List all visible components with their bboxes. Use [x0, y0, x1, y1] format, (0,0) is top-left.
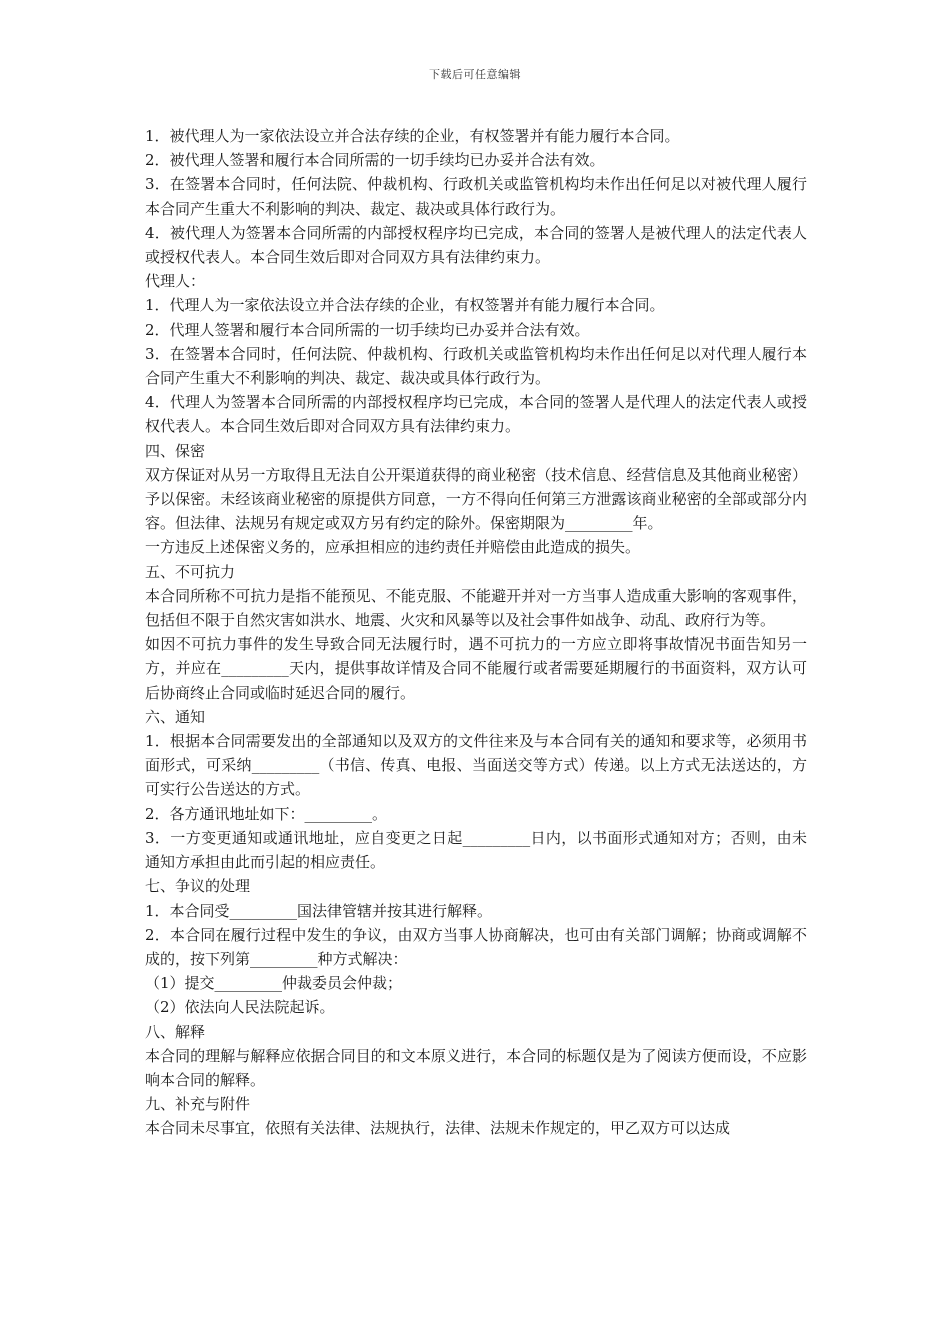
confidentiality-breach-paragraph: 一方违反上述保密义务的，应承担相应的违约责任并赔偿由此造成的损失。: [145, 538, 641, 557]
agent-heading: 代理人：: [145, 272, 206, 291]
notice-clause-3: 3．一方变更通知或通讯地址，应自变更之日起_________日内，以书面形式通知对方；否则，由未通知方承担由此而引起的相应责任。: [145, 828, 807, 872]
section-heading-force-majeure: 五、不可抗力: [145, 562, 236, 581]
document-body: [145, 124, 807, 1141]
notice-clause-2: 2．各方通讯地址如下：_________。: [145, 804, 388, 823]
section-heading-notice: 六、通知: [145, 707, 206, 726]
dispute-clause-2: 2．本合同在履行过程中发生的争议，由双方当事人协商解决，也可由有关部门调解；协商或调解不成的，按下列第_________种方式解决：: [145, 925, 807, 968]
force-majeure-definition: 本合同所称不可抗力是指不能预见、不能克服、不能避开并对一方当事人造成重大影响的客观事件，包括但不限于自然灾害如洪水、地震、火灾和风暴等以及社会事件如战争、动乱、政府行为等。: [145, 586, 807, 630]
clause-principal-3: 3．在签署本合同时，任何法院、仲裁机构、行政机关或监管机构均未作出任何足以对被代理人履行本合同产生重大不利影响的判决、裁定、裁决或具体行政行为。: [145, 175, 807, 218]
clause-agent-2: 2．代理人签署和履行本合同所需的一切手续均已办妥并合法有效。: [145, 320, 590, 339]
clause-agent-1: 1．代理人为一家依法设立并合法存续的企业，有权签署并有能力履行本合同。: [145, 296, 665, 315]
clause-agent-3: 3．在签署本合同时，任何法院、仲裁机构、行政机关或监管机构均未作出任何足以对代理人履行本合同产生重大不利影响的判决、裁定、裁决或具体行政行为。: [145, 344, 807, 388]
force-majeure-procedure: 如因不可抗力事件的发生导致合同无法履行时，遇不可抗力的一方应立即将事故情况书面告知另一方，并应在_________天内，提供事故详情及合同不能履行或者需要延期履行的书面资料，双方认可后协商终止合同或临时延迟合同的履行。: [145, 635, 807, 702]
dispute-option-2: （2）依法向人民法院起诉。: [145, 998, 335, 1017]
section-heading-confidentiality: 四、保密: [145, 441, 206, 460]
page-header: 下载后可任意编辑: [429, 68, 521, 81]
confidentiality-paragraph: 双方保证对从另一方取得且无法自公开渠道获得的商业秘密（技术信息、经营信息及其他商业秘密）予以保密。未经该商业秘密的原提供方同意，一方不得向任何第三方泄露该商业秘密的全部或部分内容。但法律、法规另有规定或双方另有约定的除外。保密期限为_________年。: [145, 465, 807, 533]
clause-principal-1: 1．被代理人为一家依法设立并合法存续的企业，有权签署并有能力履行本合同。: [145, 127, 680, 145]
section-heading-disputes: 七、争议的处理: [145, 877, 251, 896]
clause-agent-4: 4．代理人为签署本合同所需的内部授权程序均已完成，本合同的签署人是代理人的法定代表人或授权代表人。本合同生效后即对合同双方具有法律约束力。: [145, 393, 807, 436]
dispute-clause-1: 1．本合同受_________国法律管辖并按其进行解释。: [145, 901, 493, 920]
notice-clause-1: 1．根据本合同需要发出的全部通知以及双方的文件往来及与本合同有关的通知和要求等，必须用书面形式，可采纳_________（书信、传真、电报、当面送交等方式）传递。以上方式无法送达的，方可实行公告送达的方式。: [145, 732, 807, 799]
clause-principal-2: 2．被代理人签署和履行本合同所需的一切手续均已办妥并合法有效。: [145, 151, 605, 170]
supplements-paragraph: 本合同未尽事宜，依照有关法律、法规执行，法律、法规未作规定的，甲乙双方可以达成: [145, 1119, 731, 1138]
interpretation-paragraph: 本合同的理解与解释应依据合同目的和文本原义进行，本合同的标题仅是为了阅读方便而设，不应影响本合同的解释。: [145, 1046, 807, 1089]
section-heading-interpretation: 八、解释: [145, 1022, 206, 1041]
clause-principal-4: 4．被代理人为签署本合同所需的内部授权程序均已完成，本合同的签署人是被代理人的法定代表人或授权代表人。本合同生效后即对合同双方具有法律约束力。: [145, 223, 807, 267]
section-heading-supplements: 九、补充与附件: [145, 1095, 251, 1114]
dispute-option-1: （1）提交_________仲裁委员会仲裁；: [145, 974, 403, 993]
